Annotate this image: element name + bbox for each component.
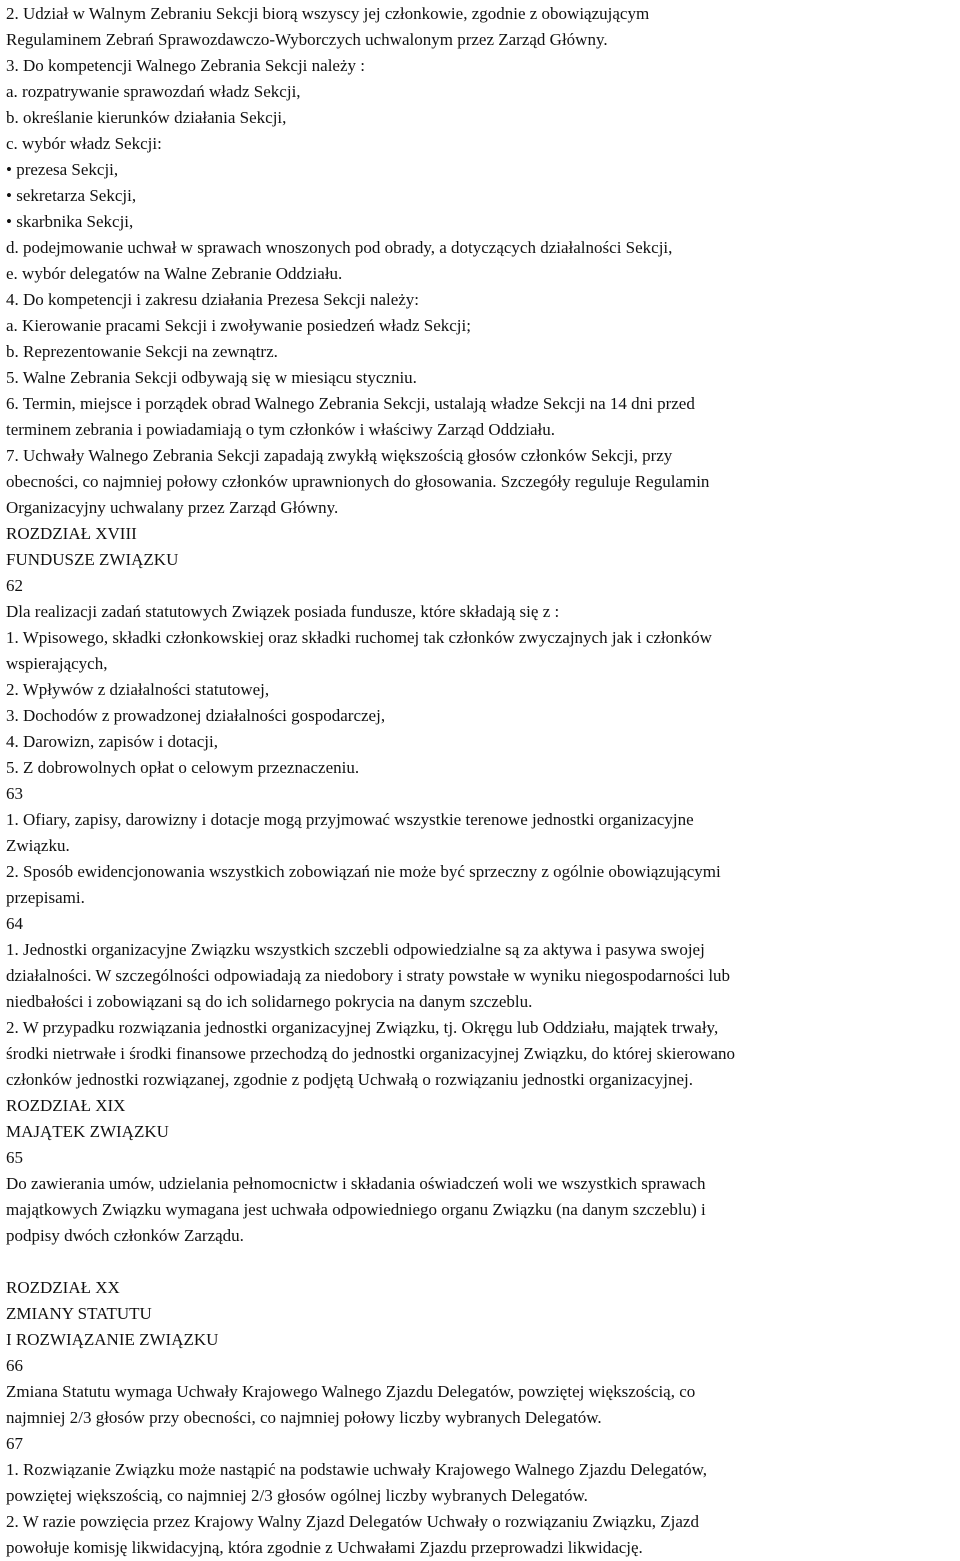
text-line: Dla realizacji zadań statutowych Związek posiada fundusze, które składają się z : <box>6 602 560 621</box>
text-line: działalności. W szczególności odpowiadają za niedobory i straty powstałe w wyniku niegospodarności lub <box>6 966 731 985</box>
text-line: Zmiana Statutu wymaga Uchwały Krajowego Walnego Zjazdu Delegatów, powziętej większością, co <box>6 1382 696 1401</box>
text-line: 3. Dochodów z prowadzonej działalności gospodarczej, <box>6 706 386 725</box>
text-line: 1. Jednostki organizacyjne Związku wszystkich szczebli odpowiedzialne są za aktywa i pasywa swojej <box>6 940 705 959</box>
text-line: 2. Udział w Walnym Zebraniu Sekcji biorą wszyscy jej członkowie, zgodnie z obowiązującym <box>6 4 650 23</box>
text-line: c. wybór władz Sekcji: <box>6 134 162 153</box>
text-line: obecności, co najmniej połowy członków uprawnionych do głosowania. Szczegóły reguluje Regulamin <box>6 472 710 491</box>
text-line: e. wybór delegatów na Walne Zebranie Oddziału. <box>6 264 343 283</box>
text-line: 2. Sposób ewidencjonowania wszystkich zobowiązań nie może być sprzeczny z ogólnie obowiązującymi <box>6 862 721 881</box>
text-line: • skarbnika Sekcji, <box>6 212 134 231</box>
text-line: b. określanie kierunków działania Sekcji, <box>6 108 287 127</box>
text-line: • sekretarza Sekcji, <box>6 186 137 205</box>
text-line: ZMIANY STATUTU <box>6 1304 152 1323</box>
text-line: • prezesa Sekcji, <box>6 160 119 179</box>
text-line: a. rozpatrywanie sprawozdań władz Sekcji, <box>6 82 301 101</box>
document-body <box>6 1 960 1561</box>
text-line: Organizacyjny uchwalany przez Zarząd Główny. <box>6 498 339 517</box>
text-line: przepisami. <box>6 888 85 907</box>
text-line: majątkowych Związku wymagana jest uchwała odpowiedniego organu Związku (na danym szczeblu) i <box>6 1200 706 1219</box>
text-line: wspierających, <box>6 654 108 673</box>
text-line: 3. Do kompetencji Walnego Zebrania Sekcji należy : <box>6 56 365 75</box>
text-line: MAJĄTEK ZWIĄZKU <box>6 1122 169 1141</box>
text-line: 2. W przypadku rozwiązania jednostki organizacyjnej Związku, tj. Okręgu lub Oddziału, majątek trwały, <box>6 1018 719 1037</box>
text-line: 2. Wpływów z działalności statutowej, <box>6 680 270 699</box>
text-line: 1. Ofiary, zapisy, darowizny i dotacje mogą przyjmować wszystkie terenowe jednostki organizacyjne <box>6 810 694 829</box>
text-line: 4. Do kompetencji i zakresu działania Prezesa Sekcji należy: <box>6 290 420 309</box>
text-line: 62 <box>6 576 23 595</box>
text-line: 64 <box>6 914 23 933</box>
text-line: niedbałości i zobowiązani są do ich solidarnego pokrycia na danym szczeblu. <box>6 992 533 1011</box>
text-line: 2. W razie powzięcia przez Krajowy Walny Zjazd Delegatów Uchwały o rozwiązaniu Związku, Zjazd <box>6 1512 699 1531</box>
blank-line <box>6 1249 960 1275</box>
text-line: a. Kierowanie pracami Sekcji i zwoływanie posiedzeń władz Sekcji; <box>6 316 471 335</box>
text-line: 1. Wpisowego, składki członkowskiej oraz składki ruchomej tak członków zwyczajnych jak i członków <box>6 628 712 647</box>
text-line: Regulaminem Zebrań Sprawozdawczo-Wyborczych uchwalonym przez Zarząd Główny. <box>6 30 608 49</box>
text-line: terminem zebrania i powiadamiają o tym członków i właściwy Zarząd Oddziału. <box>6 420 555 439</box>
text-line: 7. Uchwały Walnego Zebrania Sekcji zapadają zwykłą większością głosów członków Sekcji, przy <box>6 446 673 465</box>
text-line: 1. Rozwiązanie Związku może nastąpić na podstawie uchwały Krajowego Walnego Zjazdu Delegatów, <box>6 1460 708 1479</box>
text-line: 5. Walne Zebrania Sekcji odbywają się w miesiącu styczniu. <box>6 368 417 387</box>
text-line: b. Reprezentowanie Sekcji na zewnątrz. <box>6 342 278 361</box>
text-line: ROZDZIAŁ XIX <box>6 1096 126 1115</box>
text-line: środki nietrwałe i środki finansowe przechodzą do jednostki organizacyjnej Związku, do której skierowano <box>6 1044 736 1063</box>
text-line: ROZDZIAŁ XX <box>6 1278 120 1297</box>
text-line: I ROZWIĄZANIE ZWIĄZKU <box>6 1330 219 1349</box>
text-line: powziętej większością, co najmniej 2/3 głosów ogólnej liczby wybranych Delegatów. <box>6 1486 588 1505</box>
text-line: ROZDZIAŁ XVIII <box>6 524 137 543</box>
text-line: 5. Z dobrowolnych opłat o celowym przeznaczeniu. <box>6 758 360 777</box>
text-line: FUNDUSZE ZWIĄZKU <box>6 550 179 569</box>
text-line: członków jednostki rozwiązanej, zgodnie z podjętą Uchwałą o rozwiązaniu jednostki organizacyjnej. <box>6 1070 693 1089</box>
text-line: Do zawierania umów, udzielania pełnomocnictw i składania oświadczeń woli we wszystkich sprawach <box>6 1174 706 1193</box>
text-line: najmniej 2/3 głosów przy obecności, co najmniej połowy liczby wybranych Delegatów. <box>6 1408 602 1427</box>
text-line: Związku. <box>6 836 70 855</box>
text-line: 6. Termin, miejsce i porządek obrad Walnego Zebrania Sekcji, ustalają władze Sekcji na 14 dni przed <box>6 394 695 413</box>
text-line: 65 <box>6 1148 23 1167</box>
text-line: powołuje komisję likwidacyjną, która zgodnie z Uchwałami Zjazdu przeprowadzi likwidację. <box>6 1538 643 1557</box>
text-line: 4. Darowizn, zapisów i dotacji, <box>6 732 218 751</box>
text-line: d. podejmowanie uchwał w sprawach wnoszonych pod obrady, a dotyczących działalności Sekcji, <box>6 238 673 257</box>
text-line: 63 <box>6 784 23 803</box>
text-line: 66 <box>6 1356 23 1375</box>
text-line: podpisy dwóch członków Zarządu. <box>6 1226 244 1245</box>
text-line: 67 <box>6 1434 23 1453</box>
